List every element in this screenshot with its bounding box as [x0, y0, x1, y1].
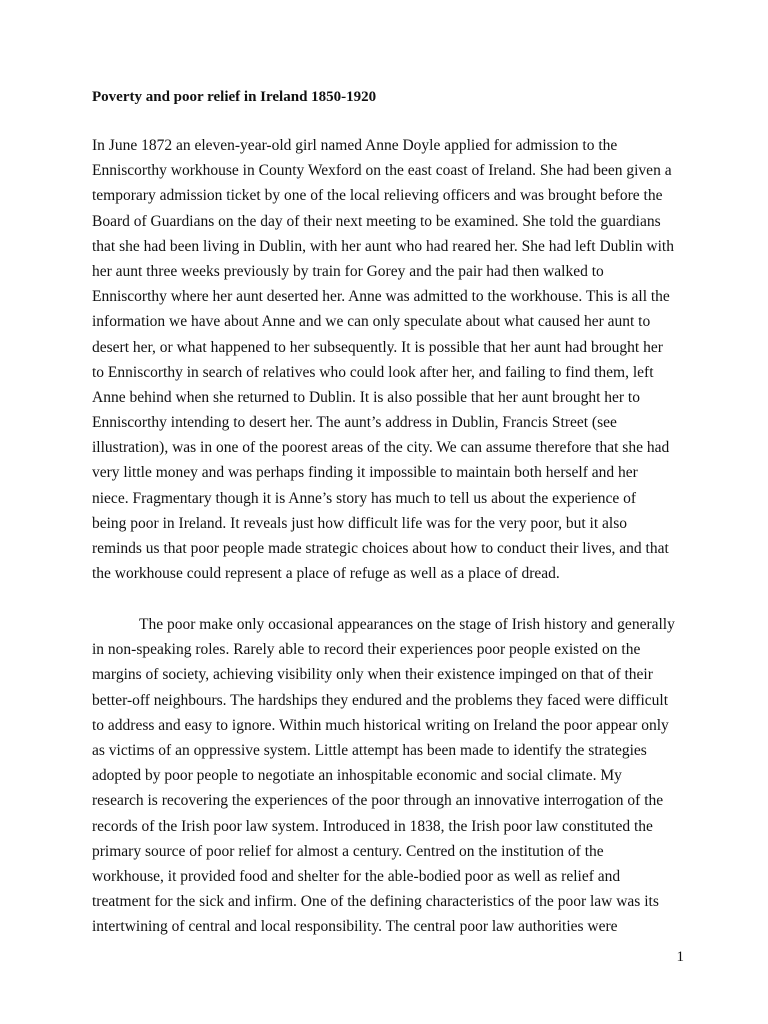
text-line: Enniscorthy intending to desert her. The aunt’s address in Dublin, Francis Street (see [92, 414, 617, 432]
text-line: workhouse, it provided food and shelter for the able-bodied poor as well as relief and [92, 867, 621, 885]
text-line: Enniscorthy workhouse in County Wexford on the east coast of Ireland. She had been given a [92, 162, 672, 180]
text-line: in non-speaking roles. Rarely able to record their experiences poor people existed on the [92, 641, 641, 659]
text-line: the workhouse could represent a place of refuge as well as a place of dread. [92, 565, 560, 583]
text-line: In June 1872 an eleven-year-old girl named Anne Doyle applied for admission to the [92, 137, 618, 154]
text-line: being poor in Ireland. It reveals just how difficult life was for the very poor, but it also [92, 514, 627, 532]
paragraph-2 [92, 612, 692, 939]
text-line: better-off neighbours. The hardships they endured and the problems they faced were difficult [92, 691, 669, 709]
text-line: desert her, or what happened to her subsequently. It is possible that her aunt had brought her [92, 338, 663, 356]
text-line: to address and easy to ignore. Within much historical writing on Ireland the poor appear only [92, 716, 669, 734]
text-line: treatment for the sick and infirm. One of the defining characteristics of the poor law was its [92, 893, 659, 911]
text-line: adopted by poor people to negotiate an inhospitable economic and social climate. My [92, 767, 622, 785]
text-line: records of the Irish poor law system. Introduced in 1838, the Irish poor law constituted the [92, 817, 653, 835]
text-line: intertwining of central and local responsibility. The central poor law authorities were [92, 918, 618, 936]
text-line: to Enniscorthy in search of relatives who could look after her, and failing to find them, left [92, 363, 654, 381]
text-line: temporary admission ticket by one of the local relieving officers and was brought before the [92, 187, 663, 205]
text-line: information we have about Anne and we can only speculate about what caused her aunt to [92, 313, 651, 331]
text-line: margins of society, achieving visibility only when their existence impinged on that of their [92, 666, 653, 684]
text-line: reminds us that poor people made strategic choices about how to conduct their lives, and that [92, 540, 669, 557]
text-line: primary source of poor relief for almost a century. Centred on the institution of the [92, 842, 604, 860]
text-line: Anne behind when she returned to Dublin. It is also possible that her aunt brought her to [92, 388, 640, 406]
text-line: her aunt three weeks previously by train for Gorey and the pair had then walked to [92, 262, 604, 280]
text-line: niece. Fragmentary though it is Anne’s story has much to tell us about the experience of [92, 489, 637, 507]
document-title: Poverty and poor relief in Ireland 1850-1920 [92, 89, 377, 105]
text-line: very little money and was perhaps finding it impossible to maintain both herself and her [92, 464, 638, 482]
text-line: The poor make only occasional appearances on the stage of Irish history and generally [139, 616, 675, 633]
text-line: as victims of an oppressive system. Little attempt has been made to identify the strategies [92, 741, 647, 759]
text-line: research is recovering the experiences of the poor through an innovative interrogation of the [92, 792, 664, 810]
text-line: that she had been living in Dublin, with her aunt who had reared her. She had left Dublin with [92, 237, 674, 255]
paragraph-1 [92, 133, 692, 586]
page-number: 1 [676, 949, 684, 965]
text-line: Enniscorthy where her aunt deserted her. Anne was admitted to the workhouse. This is all the [92, 288, 670, 306]
text-line: Board of Guardians on the day of their next meeting to be examined. She told the guardians [92, 212, 661, 230]
text-line: illustration), was in one of the poorest areas of the city. We can assume therefore that she had [92, 439, 670, 457]
